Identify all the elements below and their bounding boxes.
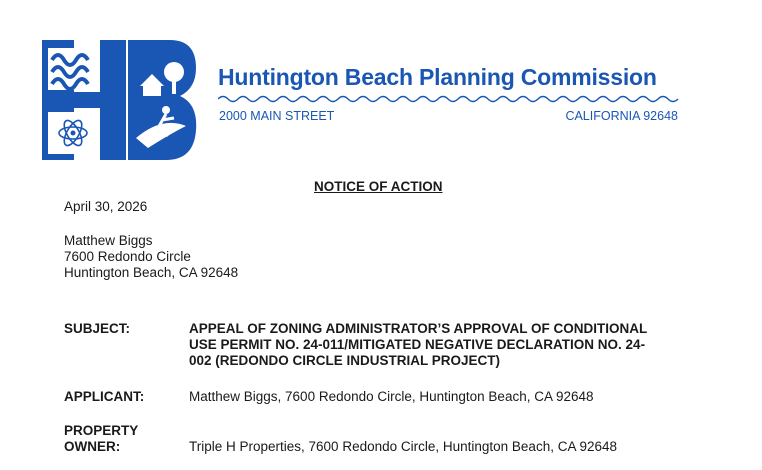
hb-logo [40,38,198,162]
property-owner-value: Triple H Properties, 7600 Redondo Circle, Huntington Beach, CA 92648 [189,439,617,454]
subject-value [189,321,647,369]
applicant-value: Matthew Biggs, 7600 Redondo Circle, Huntington Beach, CA 92648 [189,389,594,404]
property-owner-label-line-1: PROPERTY [64,423,139,438]
recipient-address-line-1: 7600 Redondo Circle [64,249,191,264]
city-state-zip: CALIFORNIA 92648 [565,109,678,123]
subject-line-1: APPEAL OF ZONING ADMINISTRATOR’S APPROVAL OF CONDITIONAL [189,321,648,336]
applicant-label: APPLICANT: [64,389,145,404]
logo-letter-b [128,40,196,160]
recipient-address-line-2: Huntington Beach, CA 92648 [64,265,239,280]
atom-icon [48,112,98,154]
organization-name: Huntington Beach Planning Commission [218,64,657,90]
notice-title: NOTICE OF ACTION [314,179,443,194]
notice-date: April 30, 2026 [64,199,148,214]
subject-line-2: USE PERMIT NO. 24-011/MITIGATED NEGATIVE DECLARATION NO. 24- [189,337,646,352]
recipient-name: Matthew Biggs [64,233,153,248]
property-owner-label [64,423,138,455]
waves-icon [48,48,98,90]
subject-line-3: 002 (REDONDO CIRCLE INDUSTRIAL PROJECT) [189,353,501,368]
subject-label: SUBJECT: [64,321,131,336]
property-owner-label-line-2: OWNER: [64,439,121,454]
street-address: 2000 MAIN STREET [219,109,335,123]
recipient-address-block [64,233,238,281]
wave-divider [218,93,680,105]
